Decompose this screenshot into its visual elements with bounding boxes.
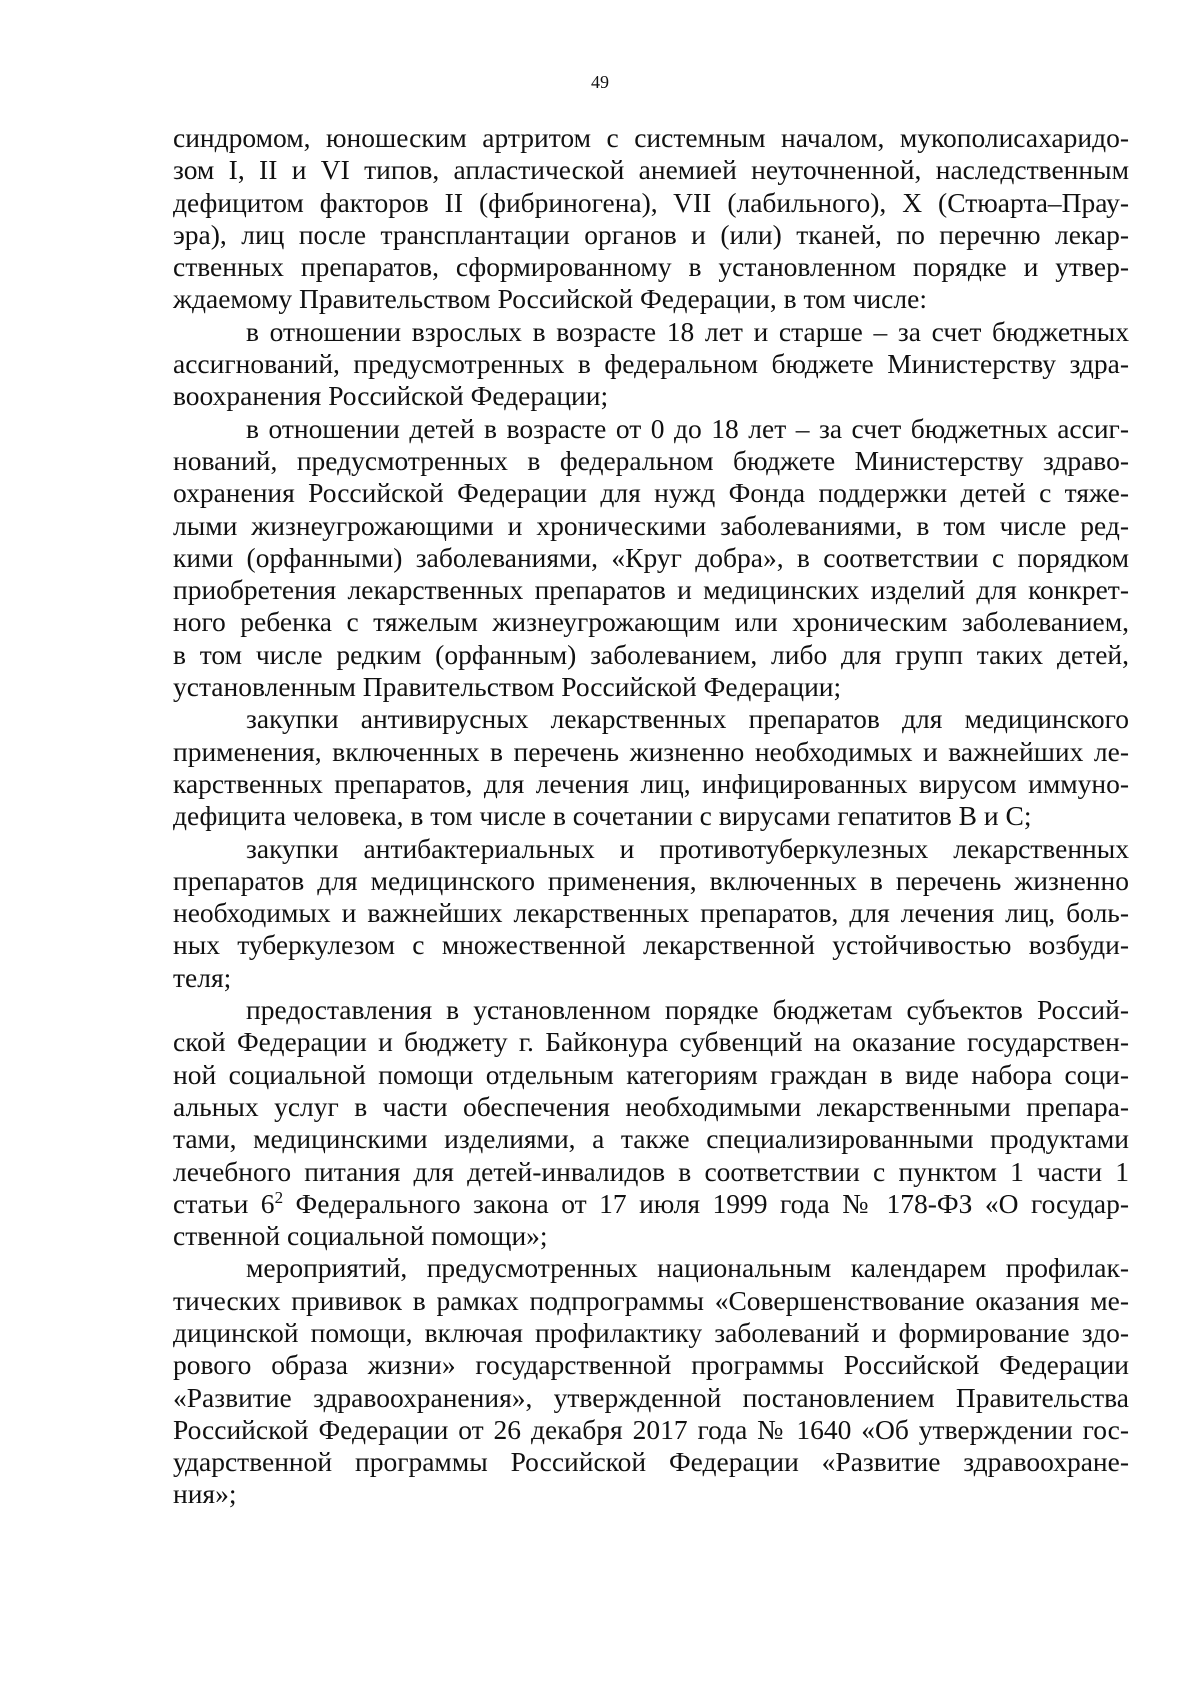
text-line: ния»;	[173, 1478, 237, 1510]
text-line: нований, предусмотренных в федеральном бюджете Министерству здраво-	[173, 444, 1129, 476]
text-line: в том числе редким (орфанным) заболеванием, либо для групп таких детей,	[173, 638, 1129, 670]
text-line: ного ребенка с тяжелым жизнеугрожающим или хроническим заболеванием,	[173, 606, 1129, 638]
text-line: ской Федерации и бюджету г. Байконура субвенций на оказание государствен-	[173, 1026, 1129, 1058]
text-line: карственных препаратов, для лечения лиц, инфицированных вирусом иммуно-	[173, 767, 1129, 799]
text-line: зом I, II и VI типов, апластической анемией неуточненной, наследственным	[173, 154, 1129, 186]
text-line: воохранения Российской Федерации;	[173, 380, 609, 412]
text-line: тами, медицинскими изделиями, а также специализированными продуктами	[173, 1123, 1129, 1155]
text-line: предоставления в установленном порядке бюджетам субъектов Россий-	[246, 994, 1129, 1026]
text-line: приобретения лекарственных препаратов и медицинских изделий для конкрет-	[173, 574, 1129, 606]
text-line-with-superscript	[173, 1188, 1129, 1220]
paragraph	[173, 1252, 1129, 1510]
paragraph	[173, 316, 1129, 413]
text-fragment: статьи 6	[173, 1187, 275, 1219]
text-line: дицинской помощи, включая профилактику заболеваний и формирование здо-	[173, 1316, 1129, 1348]
text-line: ственных препаратов, сформированному в установленном порядке и утвер-	[173, 251, 1129, 283]
text-line: закупки антибактериальных и противотуберкулезных лекарственных	[246, 832, 1129, 864]
text-line: тических прививок в рамках подпрограммы «Совершенствование оказания ме-	[173, 1284, 1129, 1316]
paragraph	[173, 122, 1129, 316]
paragraph	[173, 703, 1129, 832]
text-line: дефицита человека, в том числе в сочетании с вирусами гепатитов B и C;	[173, 800, 1032, 832]
text-line: синдромом, юношеским артритом с системным началом, мукополисахаридо-	[173, 122, 1129, 153]
text-fragment: Федерального закона от 17 июля 1999 года № 178-ФЗ «О государ-	[283, 1187, 1129, 1219]
text-line: необходимых и важнейших лекарственных препаратов, для лечения лиц, боль-	[173, 897, 1129, 929]
text-line: Российской Федерации от 26 декабря 2017 года № 1640 «Об утверждении гос-	[173, 1413, 1129, 1445]
text-line: ждаемому Правительством Российской Федерации, в том числе:	[173, 283, 927, 315]
text-line: охранения Российской Федерации для нужд Фонда поддержки детей с тяже-	[173, 477, 1129, 509]
text-line: ственной социальной помощи»;	[173, 1220, 548, 1252]
paragraph	[173, 833, 1129, 994]
text-line: лечебного питания для детей-инвалидов в соответствии с пунктом 1 части 1	[173, 1155, 1129, 1187]
text-line: дефицитом факторов II (фибриногена), VII (лабильного), X (Стюарта–Прау-	[173, 186, 1129, 218]
text-line: ных туберкулезом с множественной лекарственной устойчивостью возбуди-	[173, 929, 1129, 961]
paragraph	[173, 994, 1129, 1252]
text-line: препаратов для медицинского применения, включенных в перечень жизненно	[173, 864, 1129, 896]
text-line: лыми жизнеугрожающими и хроническими заболеваниями, в том числе ред-	[173, 509, 1129, 541]
text-line: закупки антивирусных лекарственных препаратов для медицинского	[246, 703, 1129, 735]
text-line: эра), лиц после трансплантации органов и (или) тканей, по перечню лекар-	[173, 218, 1129, 250]
page-number: 49	[591, 72, 609, 92]
text-line: ударственной программы Российской Федерации «Развитие здравоохране-	[173, 1446, 1129, 1478]
text-line: в отношении детей в возрасте от 0 до 18 лет – за счет бюджетных ассиг-	[246, 412, 1129, 444]
text-line: теля;	[173, 961, 232, 993]
text-line: кими (орфанными) заболеваниями, «Круг добра», в соответствии с порядком	[173, 541, 1129, 573]
text-line: ной социальной помощи отдельным категориям граждан в виде набора соци-	[173, 1058, 1129, 1090]
document-body	[173, 122, 1129, 1511]
text-line: «Развитие здравоохранения», утвержденной постановлением Правительства	[173, 1381, 1129, 1413]
superscript: 2	[274, 1187, 284, 1207]
text-line: применения, включенных в перечень жизненно необходимых и важнейших ле-	[173, 735, 1129, 767]
text-line: рового образа жизни» государственной программы Российской Федерации	[173, 1349, 1129, 1381]
text-line: ассигнований, предусмотренных в федеральном бюджете Министерству здра-	[173, 348, 1129, 380]
text-line: мероприятий, предусмотренных национальным календарем профилак-	[246, 1252, 1129, 1284]
text-line: в отношении взрослых в возрасте 18 лет и старше – за счет бюджетных	[246, 315, 1129, 347]
text-line: установленным Правительством Российской Федерации;	[173, 671, 842, 703]
text-line: альных услуг в части обеспечения необходимыми лекарственными препара-	[173, 1090, 1129, 1122]
paragraph	[173, 413, 1129, 704]
